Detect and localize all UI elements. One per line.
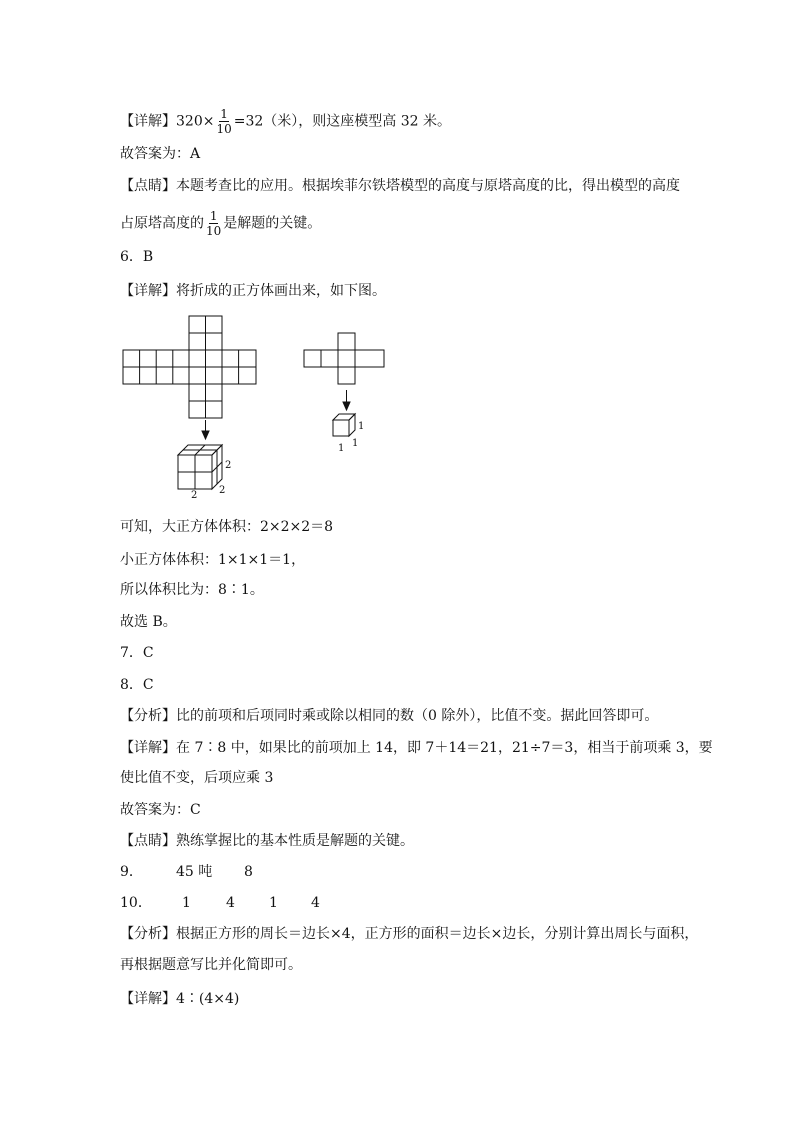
answer-line-8: 故答案为：C: [120, 802, 201, 818]
explanation-line-10: 【详解】4∶(4×4): [120, 991, 240, 1007]
question-6-answer: 6．B: [120, 249, 154, 265]
question-9-answer: 9． 45 吨 8: [120, 864, 253, 880]
answer-line-1: 故答案为：A: [120, 146, 201, 162]
explanation-line-9: 所以体积比为：8∶1。: [120, 582, 264, 598]
explanation-line-6: 【详解】将折成的正方体画出来，如下图。: [120, 283, 386, 299]
text-segment: 【详解】320×: [120, 113, 215, 130]
cube-net-diagram: [120, 313, 390, 498]
explanation-line-7: 可知，大正方体体积：2×2×2＝8: [120, 519, 334, 535]
text-segment: =32（米），则这座模型高 32 米。: [233, 113, 451, 130]
explanation-line-1: [120, 107, 451, 136]
explanation-line-8a: 【详解】在 7∶8 中，如果比的前项加上 14，即 7＋14＝21，21÷7＝3，相当于前项乘 3，要: [120, 740, 713, 756]
big-cube-label-depth: 2: [219, 485, 226, 496]
small-cube-label-right: 1: [358, 421, 365, 432]
fraction-one-tenth: $\frac{1}{10}$: [206, 209, 222, 238]
analysis-line-8: 【分析】比的前项和后项同时乘或除以相同的数（0 除外），比值不变。据此回答即可。: [120, 708, 659, 724]
big-cube-label-right: 2: [225, 460, 232, 471]
question-10-answer: 10． 1 4 1 4: [120, 895, 320, 911]
small-cube-label-bottom: 1: [338, 443, 345, 454]
comment-line-1: 【点睛】本题考查比的应用。根据埃菲尔铁塔模型的高度与原塔高度的比，得出模型的高度: [120, 178, 680, 194]
explanation-line-8: 小正方体体积：1×1×1＝1，: [120, 552, 306, 568]
analysis-line-10a: 【分析】根据正方形的周长＝边长×4，正方形的面积＝边长×边长，分别计算出周长与面积，: [120, 926, 699, 942]
big-cube-label-bottom: 2: [191, 490, 198, 498]
question-8-answer: 8．C: [120, 677, 154, 693]
comment-line-2: 占原塔高度的 $\frac{1}{10}$ 是解题的关键。: [120, 209, 322, 238]
explanation-line-8b: 使比值不变，后项应乘 3: [120, 770, 274, 786]
answer-line-6: 故选 B。: [120, 614, 177, 630]
small-cube-label-depth: 1: [352, 438, 359, 449]
cube-net-figure: [120, 313, 390, 502]
analysis-line-10b: 再根据题意写比并化简即可。: [120, 957, 302, 973]
fraction-one-tenth: $\frac{1}{10}$: [216, 107, 232, 136]
question-7-answer: 7．C: [120, 645, 154, 661]
comment-line-8: 【点睛】熟练掌握比的基本性质是解题的关键。: [120, 833, 414, 849]
